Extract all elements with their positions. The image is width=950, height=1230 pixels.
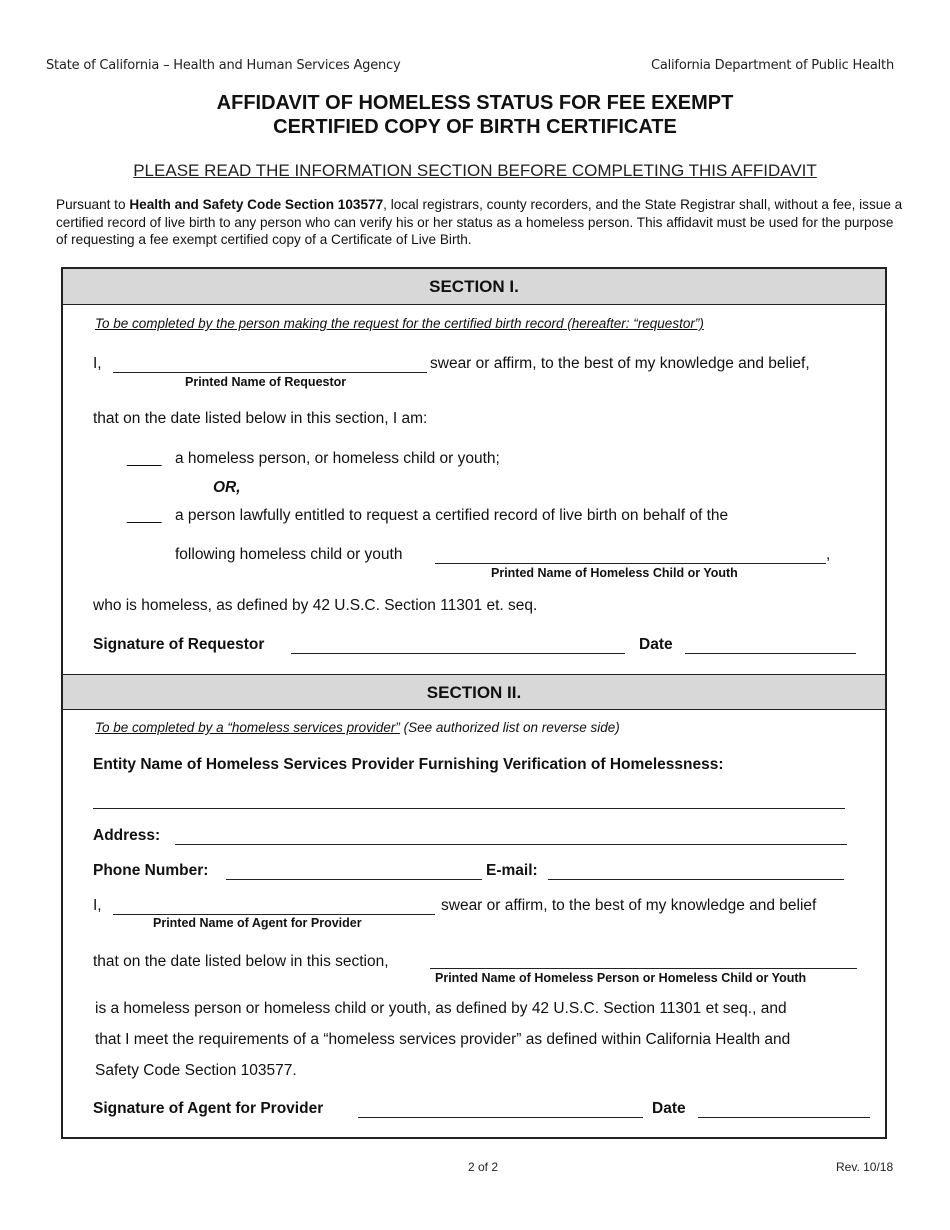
form-title-line2: CERTIFIED COPY OF BIRTH CERTIFICATE <box>273 116 677 138</box>
entity-name-field[interactable] <box>93 808 845 809</box>
section2-instruction-rest: (See authorized list on reverse side) <box>399 720 620 735</box>
section2-instruction-underlined: To be completed by a “homeless services provider” <box>95 720 400 735</box>
section2-date-label: Date <box>652 1100 686 1117</box>
agent-signature-field[interactable] <box>358 1117 643 1118</box>
agency-header: State of California – Health and Human Services Agency <box>46 58 401 73</box>
section2-instruction <box>95 720 620 735</box>
affidavit-form-box <box>61 267 887 1139</box>
section2-swear-text: swear or affirm, to the best of my knowledge and belief <box>441 897 817 914</box>
section2-para-line1: is a homeless person or homeless child or youth, as defined by 42 U.S.C. Section 11301 et seq., and <box>95 1000 787 1017</box>
page-number: 2 of 2 <box>468 1160 499 1174</box>
option1-label: a homeless person, or homeless child or youth; <box>175 450 500 467</box>
section1-date-label: Date <box>639 636 673 653</box>
requestor-signature-label: Signature of Requestor <box>93 636 265 653</box>
phone-label: Phone Number: <box>93 862 209 879</box>
intro-code-reference: Health and Safety Code Section 103577 <box>129 197 384 212</box>
option2-label: a person lawfully entitled to request a certified record of live birth on behalf of the <box>175 507 729 524</box>
read-info-notice: PLEASE READ THE INFORMATION SECTION BEFORE COMPLETING THIS AFFIDAVIT <box>133 161 817 180</box>
entity-name-label: Entity Name of Homeless Services Provider Furnishing Verification of Homelessness: <box>93 756 724 773</box>
section2-para-line2: that I meet the requirements of a “homeless services provider” as defined within California Health and <box>95 1031 791 1048</box>
section1-heading: SECTION I. <box>63 269 885 305</box>
intro-rest: , local registrars, county recorders, and the State Registrar shall, without a fee, issue a certified record of live birth to any person who can verify his or her status as a homeless person. This affidavit must be used for the purpose of requesting a fee exempt certified copy of a Certificate of Live Birth. <box>56 197 903 247</box>
requestor-name-field[interactable] <box>113 372 427 373</box>
section2-date-field[interactable] <box>698 1117 870 1118</box>
homeless-person-name-field[interactable] <box>430 968 857 969</box>
section1-swear-text: swear or affirm, to the best of my knowledge and belief, <box>430 355 810 372</box>
agent-signature-label: Signature of Agent for Provider <box>93 1100 324 1117</box>
section2-i-label: I, <box>93 897 102 914</box>
intro-prefix: Pursuant to <box>56 197 130 212</box>
section2-para-line3: Safety Code Section 103577. <box>95 1062 297 1079</box>
phone-field[interactable] <box>226 879 482 880</box>
address-label: Address: <box>93 827 161 844</box>
child-name-field[interactable] <box>435 563 826 564</box>
child-name-caption: Printed Name of Homeless Child or Youth <box>491 566 738 580</box>
section1-defined-text: who is homeless, as defined by 42 U.S.C. Section 11301 et. seq. <box>93 597 538 614</box>
child-name-comma: , <box>826 546 831 563</box>
section1-instruction: To be completed by the person making the request for the certified birth record (hereafter: “requestor”) <box>95 316 704 331</box>
section1-i-label: I, <box>93 355 102 372</box>
intro-paragraph <box>56 196 906 249</box>
requestor-name-caption: Printed Name of Requestor <box>185 375 347 389</box>
or-label: OR, <box>213 479 241 496</box>
section2-date-line: that on the date listed below in this section, <box>93 953 389 970</box>
revision-label: Rev. 10/18 <box>836 1160 894 1174</box>
requestor-signature-field[interactable] <box>291 653 625 654</box>
address-field[interactable] <box>175 844 847 845</box>
form-title-line1: AFFIDAVIT OF HOMELESS STATUS FOR FEE EXEMPT <box>216 92 734 114</box>
homeless-person-caption: Printed Name of Homeless Person or Homeless Child or Youth <box>435 971 807 985</box>
email-field[interactable] <box>548 879 844 880</box>
agent-name-caption: Printed Name of Agent for Provider <box>153 916 362 930</box>
option2-checkbox-blank[interactable]: ____ <box>127 507 162 524</box>
option1-checkbox-blank[interactable]: ____ <box>127 450 162 467</box>
agent-name-field[interactable] <box>113 914 435 915</box>
email-label: E-mail: <box>486 862 538 879</box>
section1-date-line: that on the date listed below in this section, I am: <box>93 410 428 427</box>
section2-heading: SECTION II. <box>63 674 885 710</box>
following-child-label: following homeless child or youth <box>175 546 403 563</box>
department-header: California Department of Public Health <box>650 58 894 73</box>
section1-date-field[interactable] <box>685 653 856 654</box>
